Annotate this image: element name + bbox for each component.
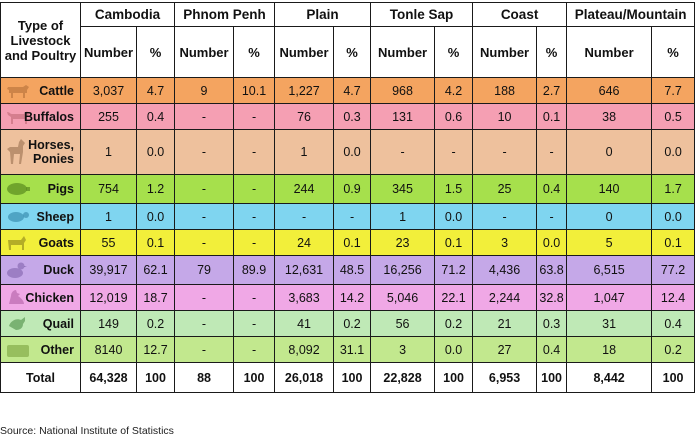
number-cell: - xyxy=(371,130,435,175)
number-cell: 244 xyxy=(275,175,334,204)
number-cell: - xyxy=(175,204,234,230)
percent-cell: 0.0 xyxy=(334,130,371,175)
percent-cell: 12.4 xyxy=(652,285,695,311)
region-header-plateau-mountain: Plateau/Mountain xyxy=(567,3,695,27)
percent-cell: 0.9 xyxy=(334,175,371,204)
percent-cell: 0.4 xyxy=(137,104,175,130)
total-number-cell: 88 xyxy=(175,363,234,393)
number-cell: - xyxy=(175,311,234,337)
number-cell: 1 xyxy=(371,204,435,230)
percent-cell: - xyxy=(537,204,567,230)
number-cell: 1,047 xyxy=(567,285,652,311)
number-header: Number xyxy=(81,27,137,78)
percent-cell: 0.2 xyxy=(652,337,695,363)
percent-cell: 0.3 xyxy=(537,311,567,337)
number-cell: 56 xyxy=(371,311,435,337)
percent-cell: 0.2 xyxy=(435,311,473,337)
total-number-cell: 26,018 xyxy=(275,363,334,393)
percent-cell: - xyxy=(537,130,567,175)
total-percent-cell: 100 xyxy=(137,363,175,393)
percent-cell: - xyxy=(234,285,275,311)
percent-cell: 0.3 xyxy=(334,104,371,130)
number-cell: 12,019 xyxy=(81,285,137,311)
number-cell: 18 xyxy=(567,337,652,363)
table-row xyxy=(1,78,695,104)
percent-cell: - xyxy=(234,311,275,337)
number-cell: 3,683 xyxy=(275,285,334,311)
total-row xyxy=(1,363,695,393)
number-cell: 2,244 xyxy=(473,285,537,311)
percent-cell: 1.5 xyxy=(435,175,473,204)
number-cell: 3 xyxy=(473,230,537,256)
percent-cell: 0.5 xyxy=(652,104,695,130)
percent-cell: 0.1 xyxy=(435,230,473,256)
percent-header: % xyxy=(334,27,371,78)
number-cell: - xyxy=(175,130,234,175)
number-cell: 3,037 xyxy=(81,78,137,104)
percent-cell: 0.1 xyxy=(334,230,371,256)
row-label: Horses, Ponies xyxy=(1,130,81,175)
source-note: Source: National Institute of Statistics xyxy=(0,425,174,437)
number-cell: 79 xyxy=(175,256,234,285)
number-cell: 6,515 xyxy=(567,256,652,285)
number-cell: - xyxy=(473,204,537,230)
table-row xyxy=(1,175,695,204)
percent-cell: 0.1 xyxy=(652,230,695,256)
total-number-cell: 22,828 xyxy=(371,363,435,393)
number-cell: 16,256 xyxy=(371,256,435,285)
percent-cell: 18.7 xyxy=(137,285,175,311)
number-cell: 149 xyxy=(81,311,137,337)
cattle-icon xyxy=(5,83,31,99)
number-cell: 39,917 xyxy=(81,256,137,285)
number-cell: - xyxy=(175,230,234,256)
percent-cell: 0.0 xyxy=(435,204,473,230)
number-cell: 1 xyxy=(81,204,137,230)
percent-cell: 0.4 xyxy=(652,311,695,337)
number-cell: 10 xyxy=(473,104,537,130)
total-label: Total xyxy=(1,363,81,393)
number-cell: 131 xyxy=(371,104,435,130)
number-cell: 646 xyxy=(567,78,652,104)
percent-cell: 10.1 xyxy=(234,78,275,104)
region-header-plain: Plain xyxy=(275,3,371,27)
row-label: Buffalos xyxy=(1,104,81,130)
number-cell: - xyxy=(175,337,234,363)
percent-cell: 63.8 xyxy=(537,256,567,285)
percent-cell: 12.7 xyxy=(137,337,175,363)
percent-cell: - xyxy=(234,337,275,363)
table-body xyxy=(1,78,695,393)
total-percent-cell: 100 xyxy=(537,363,567,393)
percent-cell: 0.0 xyxy=(435,337,473,363)
number-cell: 24 xyxy=(275,230,334,256)
number-cell: 1 xyxy=(81,130,137,175)
number-header: Number xyxy=(567,27,652,78)
number-cell: 25 xyxy=(473,175,537,204)
row-label: Quail xyxy=(1,311,81,337)
percent-header: % xyxy=(234,27,275,78)
row-label: Chicken xyxy=(1,285,81,311)
table-row xyxy=(1,130,695,175)
table-row xyxy=(1,204,695,230)
total-percent-cell: 100 xyxy=(652,363,695,393)
duck-icon xyxy=(5,261,27,279)
percent-cell: 1.7 xyxy=(652,175,695,204)
number-cell: - xyxy=(175,104,234,130)
percent-cell: 0.6 xyxy=(435,104,473,130)
total-percent-cell: 100 xyxy=(334,363,371,393)
number-header: Number xyxy=(175,27,234,78)
number-cell: 55 xyxy=(81,230,137,256)
number-cell: 1 xyxy=(275,130,334,175)
number-cell: 140 xyxy=(567,175,652,204)
number-cell: 5 xyxy=(567,230,652,256)
percent-cell: 4.7 xyxy=(137,78,175,104)
percent-cell: - xyxy=(234,204,275,230)
percent-cell: 89.9 xyxy=(234,256,275,285)
row-label: Duck xyxy=(1,256,81,285)
percent-cell: 71.2 xyxy=(435,256,473,285)
number-cell: 754 xyxy=(81,175,137,204)
percent-cell: 0.0 xyxy=(537,230,567,256)
chicken-icon xyxy=(5,288,27,308)
total-number-cell: 64,328 xyxy=(81,363,137,393)
total-number-cell: 6,953 xyxy=(473,363,537,393)
percent-cell: 0.4 xyxy=(537,175,567,204)
region-header-tonle-sap: Tonle Sap xyxy=(371,3,473,27)
number-cell: 38 xyxy=(567,104,652,130)
quail-icon xyxy=(5,314,29,334)
number-cell: 968 xyxy=(371,78,435,104)
number-cell: - xyxy=(275,204,334,230)
percent-header: % xyxy=(537,27,567,78)
table-row xyxy=(1,311,695,337)
percent-cell: - xyxy=(234,175,275,204)
percent-cell: 0.4 xyxy=(537,337,567,363)
percent-cell: - xyxy=(234,130,275,175)
percent-cell: 22.1 xyxy=(435,285,473,311)
other-animals-icon xyxy=(5,341,31,359)
percent-cell: 0.0 xyxy=(652,130,695,175)
table-row xyxy=(1,285,695,311)
number-cell: 4,436 xyxy=(473,256,537,285)
row-label: Other xyxy=(1,337,81,363)
total-percent-cell: 100 xyxy=(435,363,473,393)
percent-cell: 1.2 xyxy=(137,175,175,204)
percent-header: % xyxy=(137,27,175,78)
table-row xyxy=(1,256,695,285)
percent-cell: 0.0 xyxy=(137,204,175,230)
number-cell: 12,631 xyxy=(275,256,334,285)
percent-cell: 4.2 xyxy=(435,78,473,104)
number-cell: 76 xyxy=(275,104,334,130)
number-cell: 3 xyxy=(371,337,435,363)
number-cell: 8,092 xyxy=(275,337,334,363)
total-percent-cell: 100 xyxy=(234,363,275,393)
percent-cell: 0.2 xyxy=(334,311,371,337)
percent-header: % xyxy=(652,27,695,78)
percent-cell: 0.1 xyxy=(137,230,175,256)
percent-cell: 4.7 xyxy=(334,78,371,104)
number-cell: 23 xyxy=(371,230,435,256)
row-label: Cattle xyxy=(1,78,81,104)
number-cell: 5,046 xyxy=(371,285,435,311)
percent-cell: 48.5 xyxy=(334,256,371,285)
number-cell: 41 xyxy=(275,311,334,337)
number-cell: 31 xyxy=(567,311,652,337)
number-cell: 8140 xyxy=(81,337,137,363)
number-cell: 188 xyxy=(473,78,537,104)
number-header: Number xyxy=(371,27,435,78)
region-header-coast: Coast xyxy=(473,3,567,27)
row-label: Pigs xyxy=(1,175,81,204)
table-row xyxy=(1,337,695,363)
number-cell: 9 xyxy=(175,78,234,104)
percent-cell: 0.2 xyxy=(137,311,175,337)
goat-icon xyxy=(5,235,29,251)
percent-cell: 31.1 xyxy=(334,337,371,363)
percent-cell: 32.8 xyxy=(537,285,567,311)
number-cell: 345 xyxy=(371,175,435,204)
percent-cell: - xyxy=(334,204,371,230)
percent-header: % xyxy=(435,27,473,78)
percent-cell: 14.2 xyxy=(334,285,371,311)
percent-cell: 0.1 xyxy=(537,104,567,130)
sheep-icon xyxy=(5,209,29,225)
number-cell: 255 xyxy=(81,104,137,130)
number-cell: - xyxy=(175,175,234,204)
pig-icon xyxy=(5,181,31,197)
number-header: Number xyxy=(275,27,334,78)
number-cell: 0 xyxy=(567,204,652,230)
livestock-table xyxy=(0,2,695,393)
table-row xyxy=(1,104,695,130)
percent-cell: 0.0 xyxy=(137,130,175,175)
table-row xyxy=(1,230,695,256)
percent-cell: - xyxy=(234,230,275,256)
row-label: Sheep xyxy=(1,204,81,230)
total-number-cell: 8,442 xyxy=(567,363,652,393)
percent-cell: 0.0 xyxy=(652,204,695,230)
region-header-phnom-penh: Phnom Penh xyxy=(175,3,275,27)
percent-cell: - xyxy=(234,104,275,130)
number-cell: 21 xyxy=(473,311,537,337)
number-cell: 27 xyxy=(473,337,537,363)
percent-cell: - xyxy=(435,130,473,175)
number-cell: 1,227 xyxy=(275,78,334,104)
percent-cell: 7.7 xyxy=(652,78,695,104)
type-header: Type of Livestock and Poultry xyxy=(1,3,81,78)
number-cell: 0 xyxy=(567,130,652,175)
percent-cell: 62.1 xyxy=(137,256,175,285)
percent-cell: 77.2 xyxy=(652,256,695,285)
number-header: Number xyxy=(473,27,537,78)
number-cell: - xyxy=(175,285,234,311)
percent-cell: 2.7 xyxy=(537,78,567,104)
row-label: Goats xyxy=(1,230,81,256)
number-cell: - xyxy=(473,130,537,175)
region-header-cambodia: Cambodia xyxy=(81,3,175,27)
